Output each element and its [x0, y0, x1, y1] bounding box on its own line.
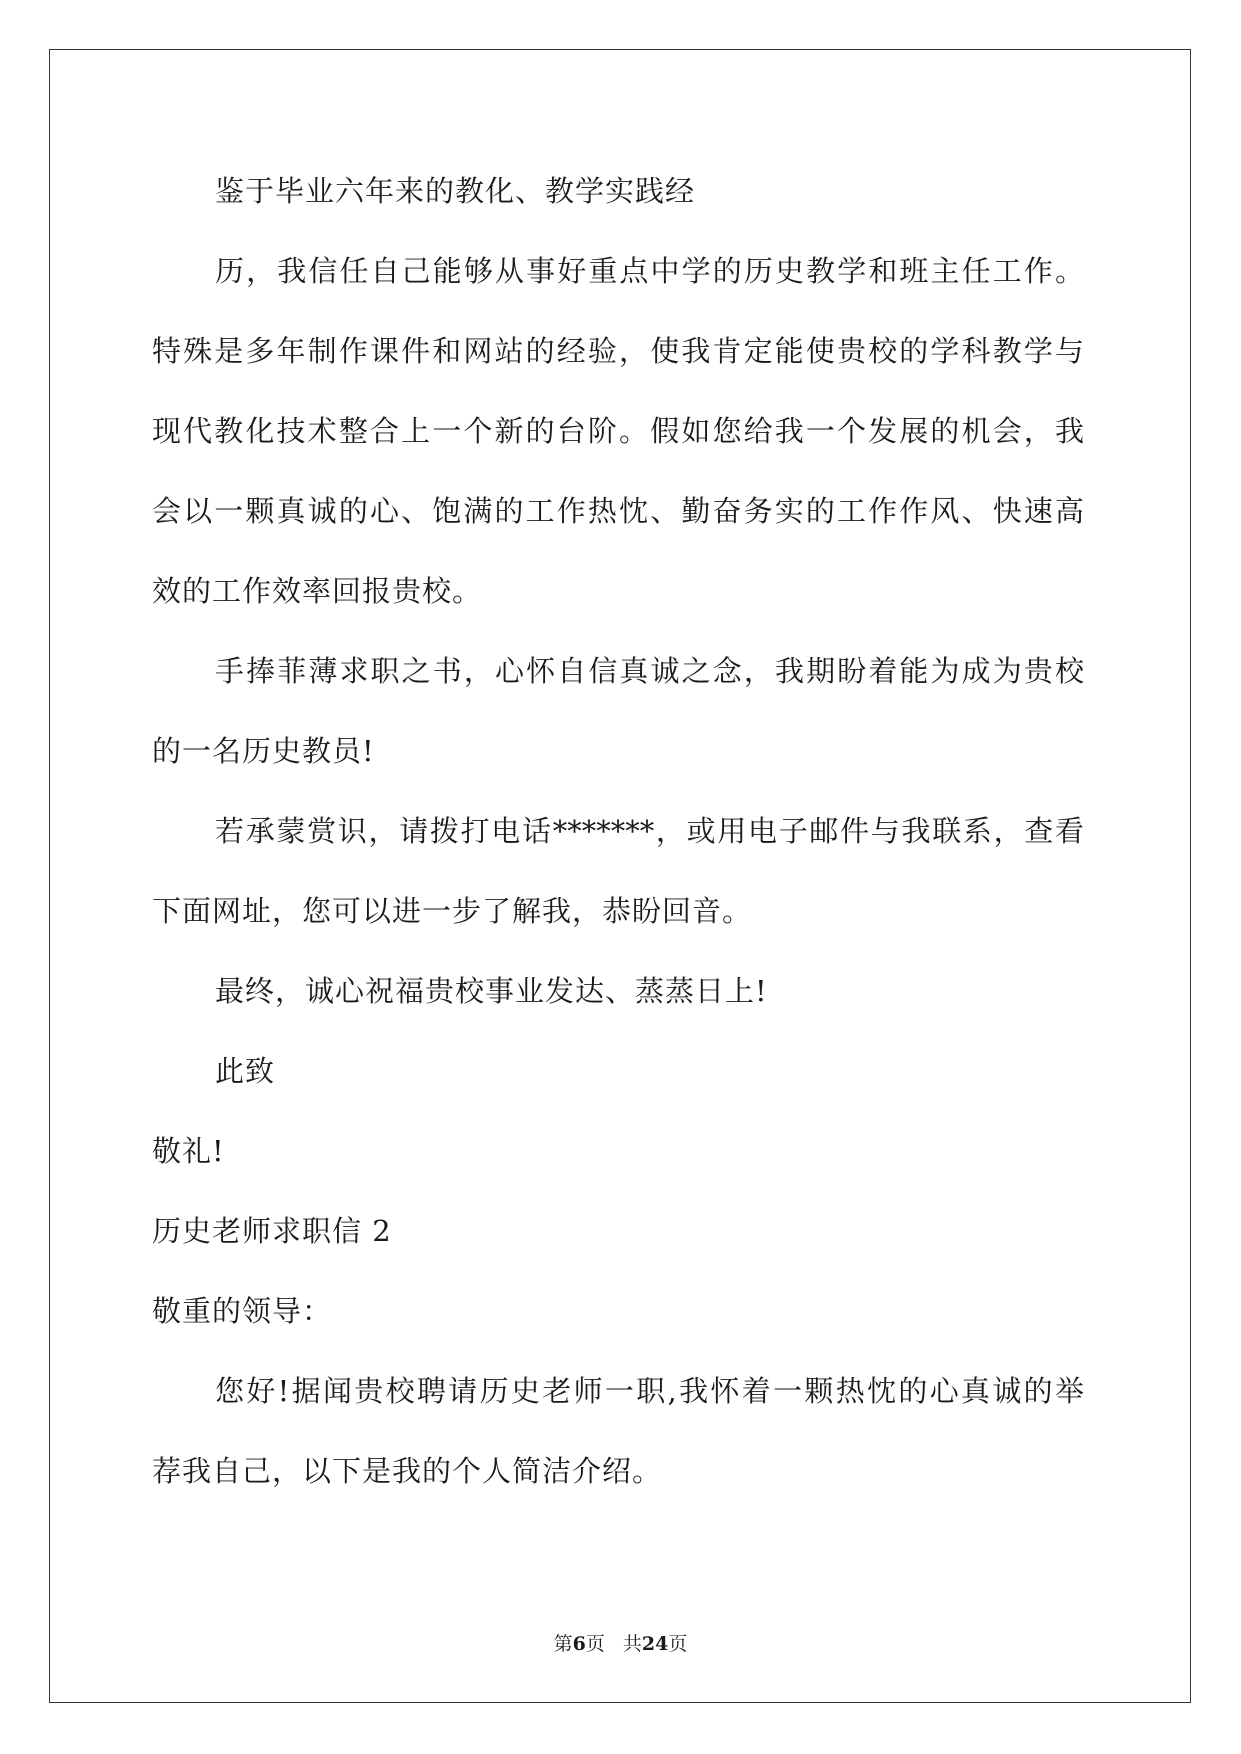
greeting: 敬重的领导：: [152, 1294, 333, 1328]
text-line: 荐我自己，以下是我的个人简洁介绍。: [152, 1454, 663, 1488]
text-line: 最终，诚心祝福贵校事业发达、蒸蒸日上!: [215, 974, 768, 1008]
text-line: 下面网址，您可以进一步了解我，恭盼回音。: [152, 894, 753, 928]
page-suffix: 页: [585, 1633, 605, 1655]
page-footer: [0, 1632, 1241, 1656]
section-title: 历史老师求职信 2: [152, 1214, 392, 1248]
text-line: 您好!据闻贵校聘请历史老师一职,我怀着一颗热忱的心真诚的举: [215, 1374, 1084, 1408]
text-line: 历，我信任自己能够从事好重点中学的历史教学和班主任工作。: [215, 254, 1084, 288]
text-line: 的一名历史教员!: [152, 734, 375, 768]
text-line: 手捧菲薄求职之书，心怀自信真诚之念，我期盼着能为成为贵校: [215, 654, 1084, 688]
text-line: 会以一颗真诚的心、饱满的工作热忱、勤奋务实的工作作风、快速高: [152, 494, 1084, 528]
text-line: 效的工作效率回报贵校。: [152, 574, 483, 608]
text-line: 现代教化技术整合上一个新的台阶。假如您给我一个发展的机会，我: [152, 414, 1084, 448]
text-line: 特殊是多年制作课件和网站的经验，使我肯定能使贵校的学科教学与: [152, 334, 1084, 368]
closing-respect: 敬礼!: [152, 1134, 225, 1168]
closing-salutation: 此致: [215, 1054, 276, 1088]
text-line: 若承蒙赏识，请拨打电话*******，或用电子邮件与我联系，查看: [215, 814, 1084, 848]
total-prefix: 共: [622, 1633, 642, 1655]
total-suffix: 页: [668, 1633, 688, 1655]
page-prefix: 第: [553, 1633, 573, 1655]
page-number: 6: [572, 1633, 586, 1655]
text-line: 鉴于毕业六年来的教化、教学实践经: [215, 174, 696, 208]
total-pages: 24: [641, 1633, 669, 1655]
